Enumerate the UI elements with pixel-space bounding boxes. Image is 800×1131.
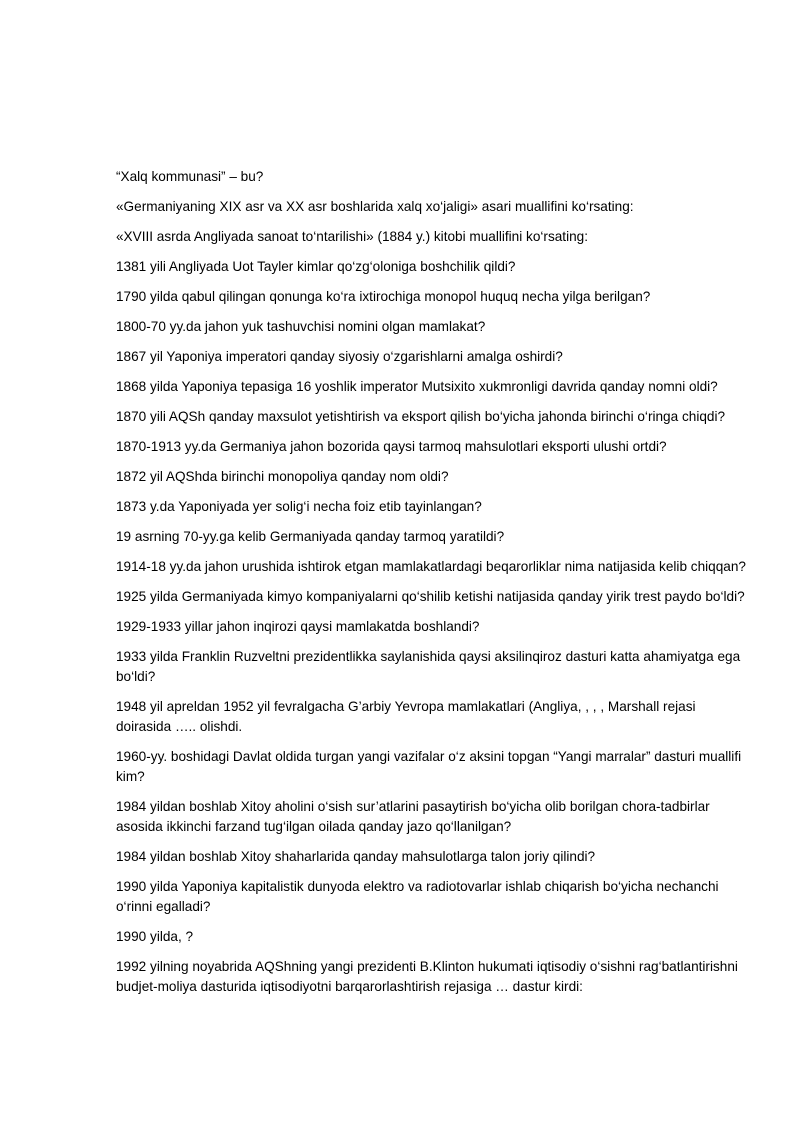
question-item: 1867 yil Yaponiya imperatori qanday siyosiy o‘zgarishlarni amalga oshirdi? <box>116 349 563 364</box>
question-item: 1948 yil apreldan 1952 yil fevralgacha G’arbiy Yevropa mamlakatlari (Angliya, , , , Marshall rejasi doirasida ….. olishdi. <box>116 699 696 734</box>
question-item: 1872 yil AQShda birinchi monopoliya qanday nom oldi? <box>116 469 449 484</box>
question-item: 1868 yilda Yaponiya tepasiga 16 yoshlik imperator Mutsixito xukmronligi davrida qanday nomni oldi? <box>116 379 718 394</box>
question-item: 1929-1933 yillar jahon inqirozi qaysi mamlakatda boshlandi? <box>116 619 480 634</box>
question-item: 1925 yilda Germaniyada kimyo kompaniyalarni qo‘shilib ketishi natijasida qanday yirik trest paydo bo‘ldi? <box>116 589 745 604</box>
question-item: 19 asrning 70-yy.ga kelib Germaniyada qanday tarmoq yaratildi? <box>116 529 505 544</box>
question-item: 1870 yili AQSh qanday maxsulot yetishtirish va eksport qilish bo‘yicha jahonda birinchi o‘ringa chiqdi? <box>116 409 726 424</box>
question-item: «Germaniyaning XIX asr va XX asr boshlarida xalq xo‘jaligi» asari muallifini ko‘rsating: <box>116 199 634 214</box>
question-item: «XVIII asrda Angliyada sanoat to‘ntarilishi» (1884 y.) kitobi muallifini ko‘rsating: <box>116 229 588 244</box>
question-item: 1960-yy. boshidagi Davlat oldida turgan yangi vazifalar o‘z aksini topgan “Yangi marralar” dasturi muallifi kim? <box>116 749 742 784</box>
question-item: 1984 yildan boshlab Xitoy shaharlarida qanday mahsulotlarga talon joriy qilindi? <box>116 849 596 864</box>
question-item: 1870-1913 yy.da Germaniya jahon bozorida qaysi tarmoq mahsulotlari eksporti ulushi ortdi? <box>116 439 667 454</box>
question-list <box>116 167 748 1007</box>
question-item: 1914-18 yy.da jahon urushida ishtirok etgan mamlakatlardagi beqarorliklar nima natijasida kelib chiqqan? <box>116 559 746 574</box>
question-item: 1800-70 yy.da jahon yuk tashuvchisi nomini olgan mamlakat? <box>116 319 486 334</box>
question-item: 1381 yili Angliyada Uot Tayler kimlar qo‘zg‘oloniga boshchilik qildi? <box>116 259 516 274</box>
question-item: 1990 yilda Yaponiya kapitalistik dunyoda elektro va radiotovarlar ishlab chiqarish bo‘yicha nechanchi o‘rinni egalladi? <box>116 879 719 914</box>
question-item: 1990 yilda, ? <box>116 929 194 944</box>
question-item: 1984 yildan boshlab Xitoy aholini o‘sish sur’atlarini pasaytirish bo‘yicha olib borilgan chora-tadbirlar asosida ikkinchi farzand tug‘ilgan oilada qanday jazo qo‘llanilgan? <box>116 799 710 834</box>
question-item: 1873 y.da Yaponiyada yer solig‘i necha foiz etib tayinlangan? <box>116 499 482 514</box>
question-item: 1933 yilda Franklin Ruzveltni prezidentlikka saylanishida qaysi aksilinqiroz dasturi katta ahamiyatga ega bo‘ldi? <box>116 649 741 684</box>
question-item: “Xalq kommunasi” – bu? <box>116 169 264 184</box>
question-item: 1992 yilning noyabrida AQShning yangi prezidenti B.Klinton hukumati iqtisodiy o‘sishni rag‘batlantirishni budjet-moliya dasturida iqtisodiyotni barqarorlashtirish rejasiga … dastur kirdi: <box>116 959 738 994</box>
question-item: 1790 yilda qabul qilingan qonunga ko‘ra ixtirochiga monopol huquq necha yilga berilgan? <box>116 289 651 304</box>
